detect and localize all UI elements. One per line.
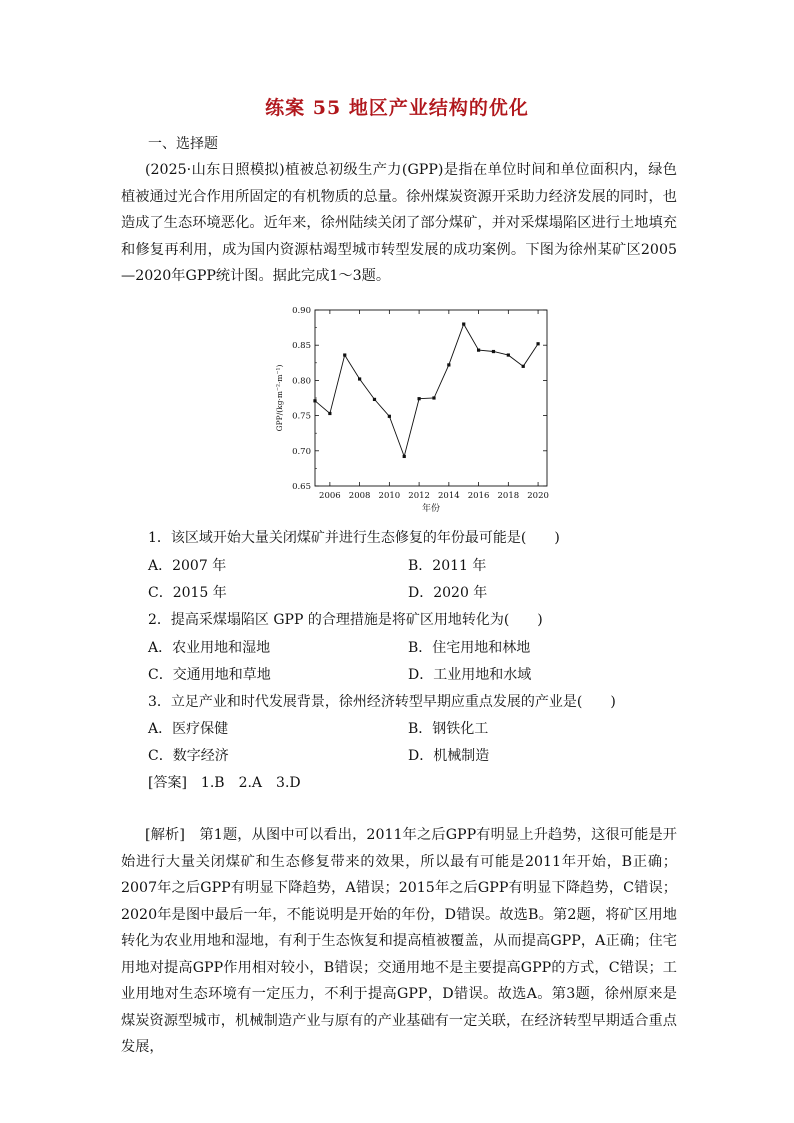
gpp-data-point — [447, 363, 450, 366]
x-tick-label: 2012 — [408, 491, 430, 501]
gpp-line-chart — [270, 298, 560, 520]
page-title: 练案 55 地区产业结构的优化 — [265, 97, 529, 119]
q3-option-c: C．数字经济 — [148, 748, 229, 764]
y-tick-label: 0.90 — [292, 306, 311, 316]
gpp-chart — [270, 298, 560, 520]
gpp-data-point — [477, 349, 480, 352]
x-tick-label: 2016 — [467, 491, 490, 501]
y-axis-label: GPP/(kg·m⁻²·m⁻¹) — [275, 364, 284, 432]
gpp-series-line — [315, 324, 538, 456]
q3-option-a: A．医疗保健 — [148, 721, 229, 737]
gpp-data-point — [507, 353, 510, 356]
gpp-data-point — [388, 415, 391, 418]
x-axis-label: 年份 — [421, 504, 441, 514]
gpp-data-point — [313, 399, 316, 402]
x-tick-label: 2008 — [348, 491, 371, 501]
q1-option-d: D．2020 年 — [408, 585, 488, 601]
gpp-data-point — [328, 412, 331, 415]
q2-option-b: B．住宅用地和林地 — [408, 640, 531, 656]
gpp-data-point — [358, 377, 361, 380]
y-tick-label: 0.80 — [292, 376, 311, 387]
x-tick-label: 2010 — [378, 491, 401, 501]
q2-option-c: C．交通用地和草地 — [148, 667, 271, 683]
gpp-data-point — [536, 342, 539, 345]
intro-text: (2025·山东日照模拟)植被总初级生产力(GPP)是指在单位时间和单位面积内，绿色植被通过光合作用所固定的有机物质的总量。徐州煤炭资源开采助力经济发展的同时，也造成了生态环境恶化。近年来，徐州陆续关闭了部分煤矿，并对采煤塌陷区进行土地填充和修复再利用，成为国内资源枯竭型城市转型发展的成功案例。下图为徐州某矿区2005—2020年GPP统计图。据此完成1～3题。 — [121, 162, 677, 284]
x-tick-label: 2006 — [319, 491, 341, 501]
y-tick-label: 0.75 — [292, 411, 311, 422]
gpp-data-point — [522, 365, 525, 368]
q2-option-d: D．工业用地和水域 — [408, 667, 532, 683]
y-tick-label: 0.85 — [292, 341, 311, 352]
intro-paragraph — [121, 157, 677, 290]
x-tick-label: 2014 — [438, 491, 460, 501]
gpp-data-point — [492, 350, 495, 353]
y-tick-label: 0.70 — [292, 446, 311, 457]
gpp-data-point — [432, 396, 435, 399]
gpp-data-point — [343, 353, 346, 356]
question-1-stem: 1．该区域开始大量关闭煤矿并进行生态修复的年份最可能是( ) — [148, 530, 560, 546]
q3-option-b: B．钢铁化工 — [408, 721, 489, 737]
answer-key: [答案] 1.B 2.A 3.D — [148, 775, 301, 791]
q3-option-d: D．机械制造 — [408, 748, 490, 764]
x-tick-label: 2020 — [527, 491, 549, 501]
analysis-text: [解析] 第1题，从图中可以看出，2011年之后GPP有明显上升趋势，这很可能是开始进行大量关闭煤矿和生态修复带来的效果，所以最有可能是2011年开始，B正确；2007年之后GPP有明显下降趋势，A错误；2015年之后GPP有明显下降趋势，C错误；2020年是图中最后一年，不能说明是开始的年份，D错误。故选B。第2题，将矿区用地转化为农业用地和湿地，有利于生态恢复和提高植被覆盖，从而提高GPP，A正确；住宅用地对提高GPP作用相对较小，B错误；交通用地不是主要提高GPP的方式，C错误；工业用地对生态环境有一定压力，不利于提高GPP，D错误。故选A。第3题，徐州原来是煤炭资源型城市，机械制造产业与原有的产业基础有一定关联，在经济转型早期适合重点发展， — [121, 827, 677, 1055]
question-2-stem: 2．提高采煤塌陷区 GPP 的合理措施是将矿区用地转化为( ) — [148, 612, 543, 628]
q1-option-c: C．2015 年 — [148, 585, 227, 601]
q1-option-b: B．2011 年 — [408, 558, 487, 574]
gpp-data-point — [462, 322, 465, 325]
section-heading: 一、选择题 — [148, 136, 218, 152]
analysis-paragraph — [121, 822, 677, 1061]
x-tick-label: 2018 — [497, 491, 520, 501]
q1-option-a: A．2007 年 — [148, 558, 227, 574]
gpp-data-point — [373, 398, 376, 401]
gpp-data-point — [403, 455, 406, 458]
y-tick-label: 0.65 — [292, 482, 311, 492]
question-3-stem: 3．立足产业和时代发展背景，徐州经济转型早期应重点发展的产业是( ) — [148, 694, 616, 710]
q2-option-a: A．农业用地和湿地 — [148, 640, 271, 656]
gpp-data-point — [418, 397, 421, 400]
